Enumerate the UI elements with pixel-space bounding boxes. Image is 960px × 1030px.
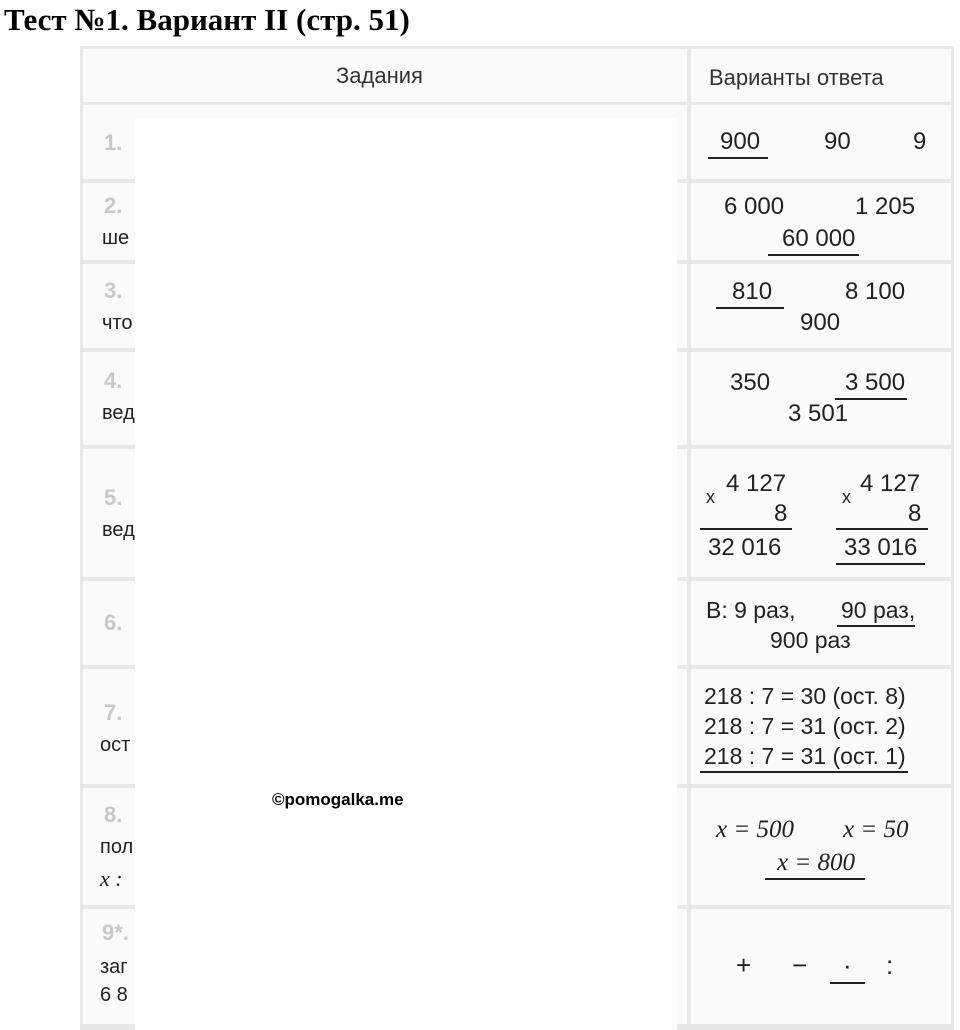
answer-cell-4 [691,352,951,445]
answer-cell-8 [691,788,951,905]
task-text-fragment: вед [102,519,135,541]
task-text-fragment: ше [102,227,130,249]
answer-option-correct: 218 : 7 = 31 (ост. 1) [700,743,908,773]
task-text-fragment: ост [100,734,131,756]
answer-option-correct: · [830,950,865,984]
task-number: 4. [104,368,123,393]
task-text-fragment: 6 8 [100,984,128,1006]
task-number: 9*. [102,920,129,945]
answer-option: 4 127 [726,470,787,497]
header-tasks: Задания [336,63,423,88]
answer-option: 90 [824,128,851,155]
answer-option: 8 [774,500,788,527]
answer-option: x = 50 [843,816,909,843]
task-text-fragment: вед [102,402,135,424]
task-text-fragment: заг [100,956,128,978]
answer-option: 4 127 [860,470,921,497]
answer-option: 6 000 [724,193,785,220]
task-number: 7. [104,700,123,725]
answer-option: : [886,950,894,980]
task-text-fragment: что [102,312,133,334]
task-number: 8. [104,802,123,827]
answer-option-correct: 90 раз, [837,597,915,627]
answer-option-correct: 3 500 [835,369,907,400]
task-number: 5. [104,485,123,510]
multiply-sign: x [842,487,851,507]
answer-option-correct: x = 800 [765,849,865,880]
answer-option: 900 [800,309,841,336]
answer-option: + [736,950,752,980]
answer-option: − [792,950,808,980]
task-text-fragment: x : [100,866,123,891]
answer-option: 218 : 7 = 31 (ост. 2) [704,713,906,739]
page-title: Тест №1. Вариант II (стр. 51) [4,2,410,37]
task-number: 1. [104,130,123,155]
task-number: 6. [104,610,123,635]
calc-line [700,528,792,530]
answer-option: 8 [908,500,922,527]
calc-line [836,528,928,530]
answer-cell-9 [691,909,951,1024]
answer-option: 3 501 [788,400,849,427]
answer-option: 350 [730,369,771,396]
answer-option: 218 : 7 = 30 (ост. 8) [704,683,906,709]
multiply-sign: x [706,487,715,507]
task-number: 3. [104,278,123,303]
answer-option: В: 9 раз, [706,597,796,623]
answer-option: 32 016 [708,534,782,561]
answer-option-correct: 33 016 [836,534,925,565]
answer-option: 1 205 [855,193,916,220]
answer-option-correct: 900 [708,128,768,159]
answer-option: 9 [913,128,927,155]
answer-option-correct: 810 [716,278,784,309]
task-number: 2. [104,193,123,218]
answer-option: x = 500 [716,816,794,843]
answer-option: 8 100 [845,278,906,305]
watermark: ©pomogalka.me [272,790,404,809]
answer-option-correct: 60 000 [768,225,859,256]
answer-option: 900 раз [770,627,851,653]
task-text-fragment: пол [100,836,134,858]
cover-panel [135,118,677,1030]
header-answers: Варианты ответа [709,65,884,90]
